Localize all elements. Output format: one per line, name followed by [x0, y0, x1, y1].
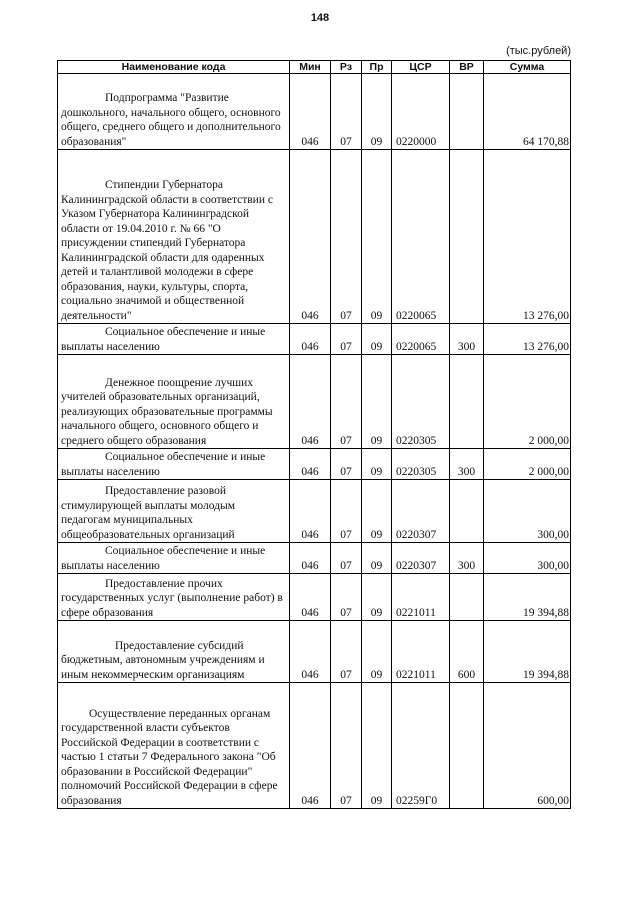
row-vr	[450, 683, 484, 809]
row-min: 046	[290, 355, 331, 449]
row-csr: 0220307	[392, 480, 450, 543]
row-rz: 07	[331, 683, 362, 809]
row-rz: 07	[331, 150, 362, 324]
row-pr: 09	[362, 150, 392, 324]
row-pr: 09	[362, 621, 392, 683]
row-pr: 09	[362, 355, 392, 449]
row-sum: 13 276,00	[484, 150, 571, 324]
row-rz: 07	[331, 480, 362, 543]
row-rz: 07	[331, 74, 362, 150]
budget-table	[57, 60, 571, 809]
row-pr: 09	[362, 74, 392, 150]
row-min: 046	[290, 683, 331, 809]
table-row	[58, 683, 571, 809]
page-number: 148	[310, 12, 330, 24]
units-label: (тыс.рублей)	[506, 45, 571, 57]
row-min: 046	[290, 74, 331, 150]
row-name: Стипендии Губернатора Калининградской области в соответствии с Указом Губернатора Калининградской области от 19.04.2010 г. № 66 "О присуждении стипендий Губернатора Калининградской области для одаренных детей и талантливой молодежи в сфере образования, науки, культуры, спорта, социально значимой и общественной деятельности"	[58, 150, 290, 324]
table-row	[58, 621, 571, 683]
table-row	[58, 324, 571, 355]
row-sum: 64 170,88	[484, 74, 571, 150]
row-name: Предоставление субсидий бюджетным, автономным учреждениям и иным некоммерческим организациям	[58, 621, 290, 683]
row-csr: 0221011	[392, 574, 450, 621]
row-vr: 600	[450, 621, 484, 683]
row-pr: 09	[362, 449, 392, 480]
row-rz: 07	[331, 543, 362, 574]
row-rz: 07	[331, 621, 362, 683]
row-sum: 19 394,88	[484, 574, 571, 621]
row-rz: 07	[331, 449, 362, 480]
header-name: Наименование кода	[58, 61, 290, 74]
header-sum: Сумма	[484, 61, 571, 74]
row-rz: 07	[331, 324, 362, 355]
row-pr: 09	[362, 324, 392, 355]
row-min: 046	[290, 449, 331, 480]
row-vr	[450, 355, 484, 449]
row-min: 046	[290, 543, 331, 574]
table-row	[58, 150, 571, 324]
row-sum: 2 000,00	[484, 355, 571, 449]
row-name: Социальное обеспечение и иные выплаты населению	[58, 543, 290, 574]
row-pr: 09	[362, 480, 392, 543]
row-vr: 300	[450, 543, 484, 574]
row-name: Осуществление переданных органам государственной власти субъектов Российской Федерации в соответствии с частью 1 статьи 7 Федерального закона "Об образовании в Российской Федерации" полномочий Российской Федерации в сфере образования	[58, 683, 290, 809]
row-name: Подпрограмма "Развитие дошкольного, начального общего, основного общего, среднего общего и дополнительного образования"	[58, 74, 290, 150]
row-sum: 13 276,00	[484, 324, 571, 355]
row-sum: 600,00	[484, 683, 571, 809]
row-name: Предоставление разовой стимулирующей выплаты молодым педагогам муниципальных общеобразовательных организаций	[58, 480, 290, 543]
row-rz: 07	[331, 574, 362, 621]
table-row	[58, 574, 571, 621]
row-rz: 07	[331, 355, 362, 449]
row-vr: 300	[450, 449, 484, 480]
row-csr: 0220305	[392, 355, 450, 449]
table-row	[58, 449, 571, 480]
row-csr: 0220065	[392, 150, 450, 324]
row-sum: 300,00	[484, 480, 571, 543]
row-pr: 09	[362, 574, 392, 621]
row-sum: 300,00	[484, 543, 571, 574]
row-name: Предоставление прочих государственных услуг (выполнение работ) в сфере образования	[58, 574, 290, 621]
row-csr: 0220307	[392, 543, 450, 574]
table-row	[58, 355, 571, 449]
row-vr	[450, 574, 484, 621]
row-vr: 300	[450, 324, 484, 355]
header-csr: ЦСР	[392, 61, 450, 74]
row-min: 046	[290, 480, 331, 543]
row-min: 046	[290, 574, 331, 621]
table-row	[58, 543, 571, 574]
row-sum: 19 394,88	[484, 621, 571, 683]
table-row	[58, 74, 571, 150]
row-name: Денежное поощрение лучших учителей образовательных организаций, реализующих образовательные программы начального общего, основного общего и среднего общего образования	[58, 355, 290, 449]
header-vr: ВР	[450, 61, 484, 74]
table-row	[58, 480, 571, 543]
row-pr: 09	[362, 543, 392, 574]
row-min: 046	[290, 621, 331, 683]
row-csr: 0221011	[392, 621, 450, 683]
row-csr: 0220305	[392, 449, 450, 480]
header-pr: Пр	[362, 61, 392, 74]
row-min: 046	[290, 324, 331, 355]
row-name: Социальное обеспечение и иные выплаты населению	[58, 324, 290, 355]
row-pr: 09	[362, 683, 392, 809]
row-csr: 0220000	[392, 74, 450, 150]
header-min: Мин	[290, 61, 331, 74]
row-csr: 02259Г0	[392, 683, 450, 809]
table-header-row	[58, 61, 571, 74]
row-name: Социальное обеспечение и иные выплаты населению	[58, 449, 290, 480]
header-rz: Рз	[331, 61, 362, 74]
row-vr	[450, 150, 484, 324]
row-vr	[450, 480, 484, 543]
row-sum: 2 000,00	[484, 449, 571, 480]
row-csr: 0220065	[392, 324, 450, 355]
row-vr	[450, 74, 484, 150]
row-min: 046	[290, 150, 331, 324]
